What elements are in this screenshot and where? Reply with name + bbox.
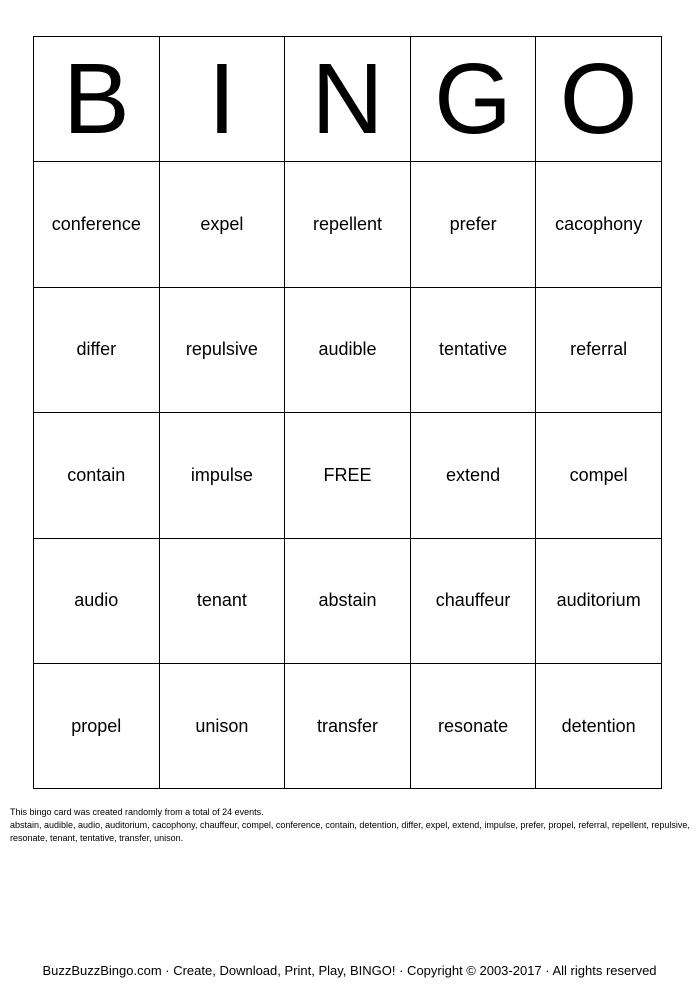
grid-row	[34, 287, 662, 412]
bingo-cell: extend	[410, 413, 536, 538]
bingo-cell: prefer	[410, 162, 536, 287]
header-letter-o	[536, 37, 662, 162]
card-caption	[10, 806, 690, 845]
header-row	[34, 37, 662, 162]
header-letter-i	[159, 37, 285, 162]
bingo-cell: contain	[34, 413, 160, 538]
bingo-cell: expel	[159, 162, 285, 287]
caption-intro: This bingo card was created randomly from a total of 24 events.	[10, 807, 264, 817]
bingo-cell: conference	[34, 162, 160, 287]
bingo-cell: resonate	[410, 663, 536, 788]
header-letter-b	[34, 37, 160, 162]
header-letter-text: O	[559, 43, 638, 156]
bingo-cell: compel	[536, 413, 662, 538]
bingo-cell: chauffeur	[410, 538, 536, 663]
bingo-cell: repellent	[285, 162, 411, 287]
grid-row	[34, 162, 662, 287]
caption-word-list: abstain, audible, audio, auditorium, cacophony, chauffeur, compel, conference, contain, detention, differ, expel, extend, impulse, prefer, propel, referral, repellent, repulsive, resonate, tenant, tentative, transfer, unison.	[10, 820, 690, 843]
bingo-cell: impulse	[159, 413, 285, 538]
grid-row	[34, 538, 662, 663]
bingo-cell: tentative	[410, 287, 536, 412]
bingo-cell: audio	[34, 538, 160, 663]
bingo-cell: auditorium	[536, 538, 662, 663]
bingo-cell: cacophony	[536, 162, 662, 287]
bingo-cell: abstain	[285, 538, 411, 663]
bingo-grid	[33, 36, 662, 789]
header-letter-text: N	[311, 43, 384, 156]
free-space-cell: FREE	[285, 413, 411, 538]
bingo-cell: audible	[285, 287, 411, 412]
header-letter-text: B	[62, 43, 130, 156]
bingo-cell: tenant	[159, 538, 285, 663]
header-letter-n	[285, 37, 411, 162]
bingo-cell: referral	[536, 287, 662, 412]
bingo-cell: propel	[34, 663, 160, 788]
header-letter-text: G	[434, 43, 512, 156]
bingo-cell: detention	[536, 663, 662, 788]
bingo-cell: repulsive	[159, 287, 285, 412]
header-letter-g	[410, 37, 536, 162]
page-footer: BuzzBuzzBingo.com · Create, Download, Print, Play, BINGO! · Copyright © 2003-2017 · All rights reserved	[42, 963, 657, 978]
bingo-cell: differ	[34, 287, 160, 412]
header-letter-text: I	[207, 43, 236, 156]
bingo-cell: unison	[159, 663, 285, 788]
grid-row	[34, 663, 662, 788]
bingo-cell: transfer	[285, 663, 411, 788]
grid-row	[34, 413, 662, 538]
